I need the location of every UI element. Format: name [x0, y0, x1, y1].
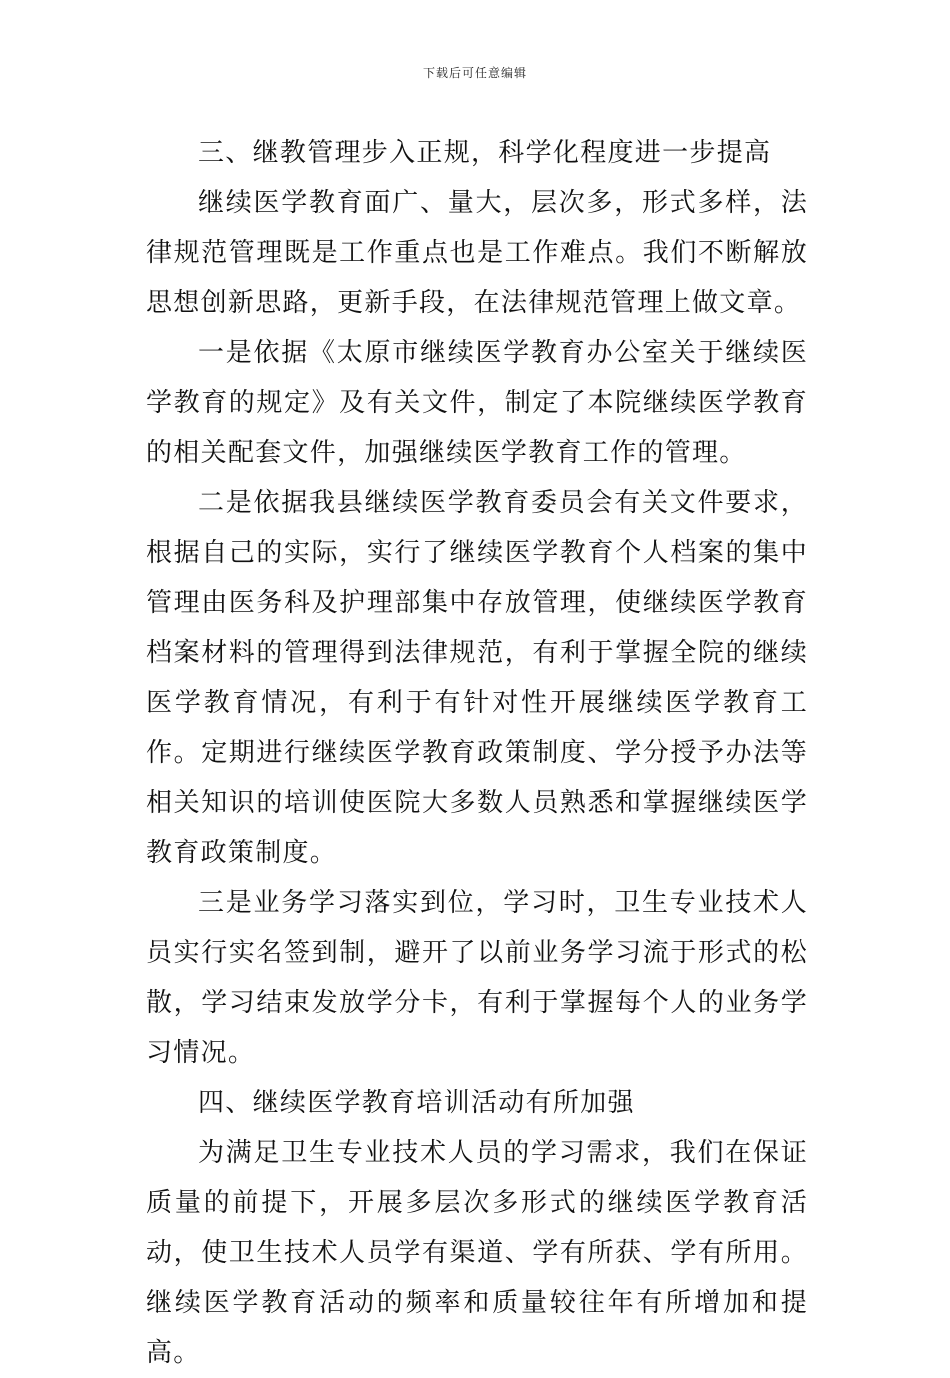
paragraph: 为满足卫生专业技术人员的学习需求，我们在保证质量的前提下，开展多层次多形式的继续医学教育活动，使卫生技术人员学有渠道、学有所获、学有所用。继续医学教育活动的频率和质量较往年有所增加和提高。: [146, 1138, 808, 1368]
page-header: 下载后可任意编辑: [422, 66, 527, 80]
paragraph: 一是依据《太原市继续医学教育办公室关于继续医学教育的规定》及有关文件，制定了本院继续医学教育的相关配套文件，加强继续医学教育工作的管理。: [146, 338, 808, 468]
document-body: [146, 128, 808, 1378]
paragraph: 继续医学教育面广、量大，层次多，形式多样，法律规范管理既是工作重点也是工作难点。我们不断解放思想创新思路，更新手段，在法律规范管理上做文章。: [146, 188, 808, 318]
paragraph: 二是依据我县继续医学教育委员会有关文件要求，根据自己的实际，实行了继续医学教育个人档案的集中管理由医务科及护理部集中存放管理，使继续医学教育档案材料的管理得到法律规范，有利于掌握全院的继续医学教育情况，有利于有针对性开展继续医学教育工作。定期进行继续医学教育政策制度、学分授予办法等相关知识的培训使医院大多数人员熟悉和掌握继续医学教育政策制度。: [146, 488, 808, 868]
section-heading-4: 四、继续医学教育培训活动有所加强: [198, 1088, 635, 1118]
section-heading-3: 三、继教管理步入正规，科学化程度进一步提高: [198, 138, 772, 168]
paragraph: 三是业务学习落实到位，学习时，卫生专业技术人员实行实名签到制，避开了以前业务学习流于形式的松散，学习结束发放学分卡，有利于掌握每个人的业务学习情况。: [146, 888, 808, 1068]
